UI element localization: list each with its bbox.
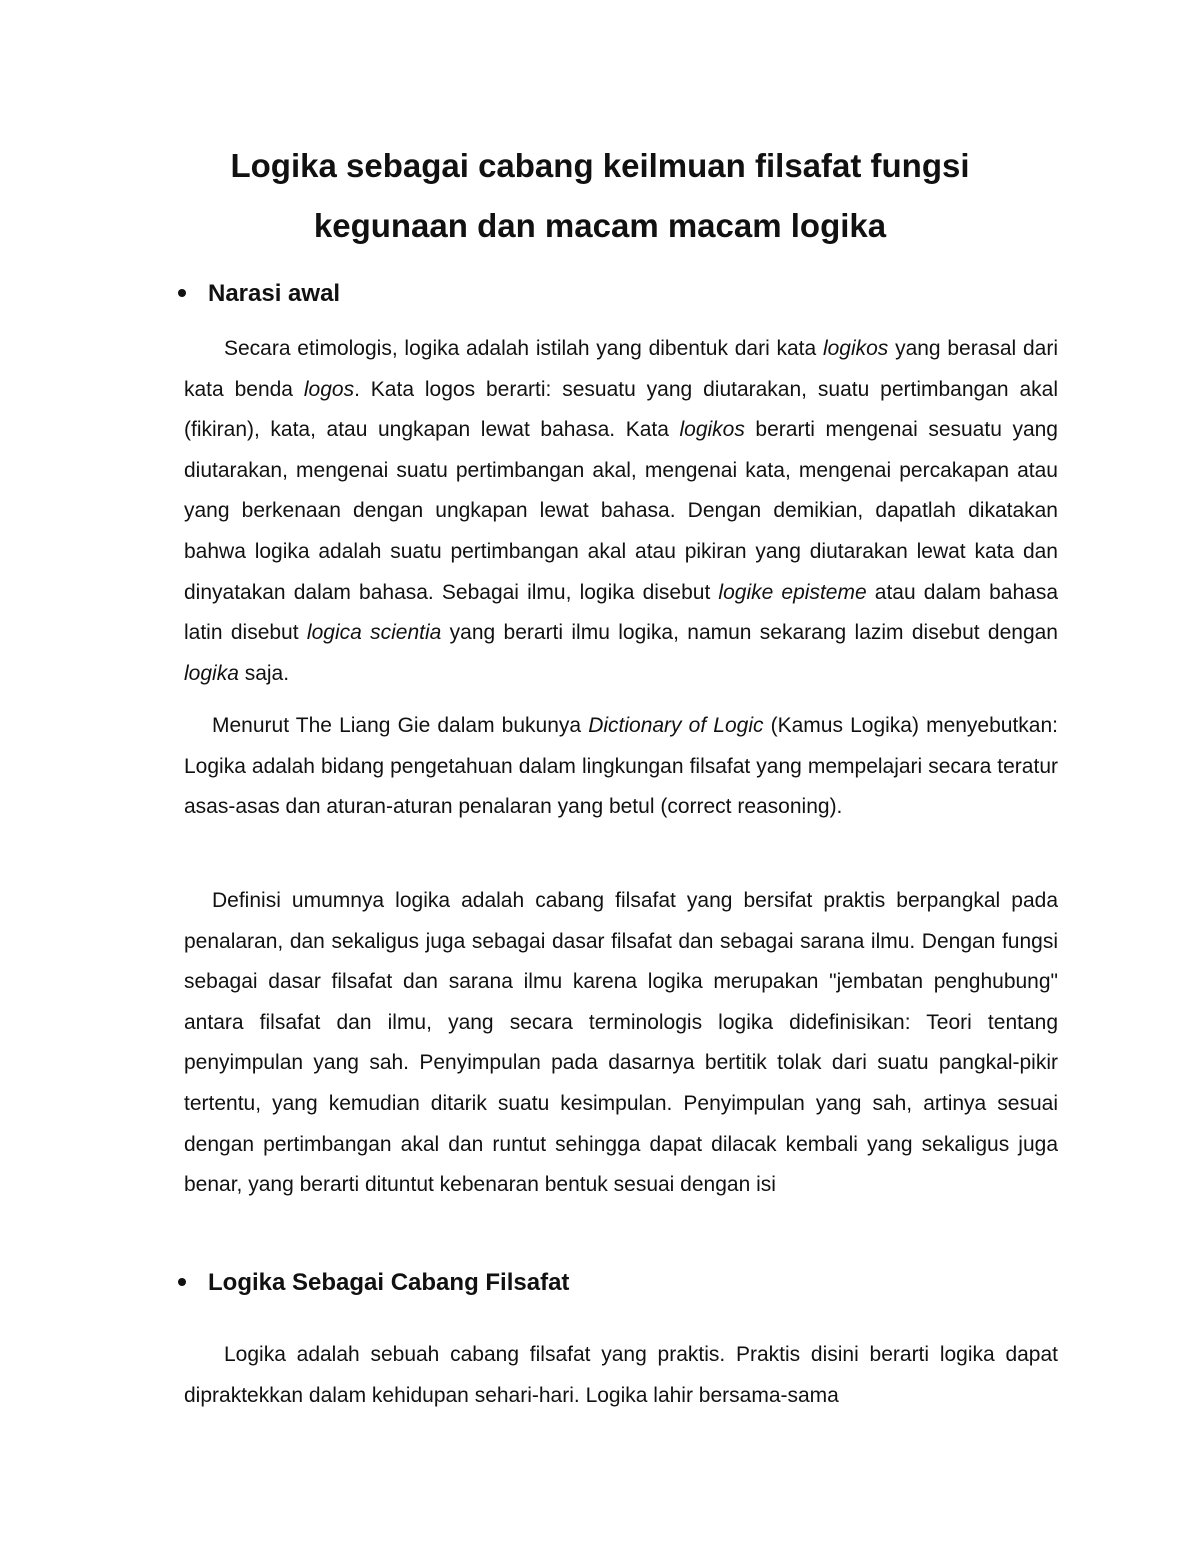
title-line-2: kegunaan dan macam macam logika xyxy=(313,207,887,244)
title-line-1: Logika sebagai cabang keilmuan filsafat fungsi xyxy=(230,147,970,184)
section-heading-text: Narasi awal xyxy=(208,280,341,307)
section-heading-cabang-filsafat xyxy=(175,1268,1055,1298)
section-heading-text: Logika Sebagai Cabang Filsafat xyxy=(208,1269,570,1296)
paragraph-praktis: Logika adalah sebuah cabang filsafat yang praktis. Praktis disini berarti logika dapat dipraktekkan dalam kehidupan sehari-hari. Logika lahir bersama-sama xyxy=(184,1343,1058,1407)
italic-term: logikos xyxy=(679,418,745,442)
paragraph-definisi: Definisi umumnya logika adalah cabang filsafat yang bersifat praktis berpangkal pada penalaran, dan sekaligus juga sebagai dasar filsafat dan sebagai sarana ilmu. Dengan fungsi sebagai dasar filsafat dan sarana ilmu karena logika merupakan "jembatan penghubung" antara filsafat dan ilmu, yang secara terminologis logika didefinisikan: Teori tentang penyimpulan yang sah. Penyimpulan pada dasarnya bertitik tolak dari suatu pangkal-pikir tertentu, yang kemudian ditarik suatu kesimpulan. Penyimpulan yang sah, artinya sesuai dengan pertimbangan akal dan runtut sehingga dapat dilacak kembali yang sekaligus juga benar, yang berarti dituntut kebenaran bentuk sesuai dengan isi xyxy=(184,889,1058,1197)
bullet-icon xyxy=(178,1278,186,1286)
paragraph-etimologi: Secara etimologis, logika adalah istilah yang dibentuk dari kata logikos yang berasal dari kata benda logos. Kata logos berarti: sesuatu yang diutarakan, suatu pertimbangan akal (fikiran), kata, atau ungkapan lewat bahasa. Kata logikos berarti mengenai sesuatu yang diutarakan, mengenai suatu pertimbangan akal, mengenai kata, mengenai percakapan atau yang berkenaan dengan ungkapan lewat bahasa. Dengan demikian, dapatlah dikatakan bahwa logika adalah suatu pertimbangan akal atau pikiran yang diutarakan lewat kata dan dinyatakan dalam bahasa. Sebagai ilmu, logika disebut logike episteme atau dalam bahasa latin disebut logica scientia yang berarti ilmu logika, namun sekarang lazim disebut dengan logika saja. xyxy=(184,337,1058,685)
paragraph-liang-gie: Menurut The Liang Gie dalam bukunya Dictionary of Logic (Kamus Logika) menyebutkan: Logika adalah bidang pengetahuan dalam lingkungan filsafat yang mempelajari secara teratur asas-asas dan aturan-aturan penalaran yang betul (correct reasoning). xyxy=(184,714,1058,819)
italic-term: logike episteme xyxy=(718,580,867,604)
italic-term: logika xyxy=(184,661,239,685)
section-heading-narasi-awal xyxy=(175,279,1055,309)
italic-book-title: Dictionary of Logic xyxy=(588,714,764,737)
italic-term: logica scientia xyxy=(306,621,442,645)
italic-term: logos xyxy=(303,377,355,401)
document-title xyxy=(150,136,1050,256)
bullet-icon xyxy=(178,289,186,297)
italic-term: logikos xyxy=(822,337,889,360)
